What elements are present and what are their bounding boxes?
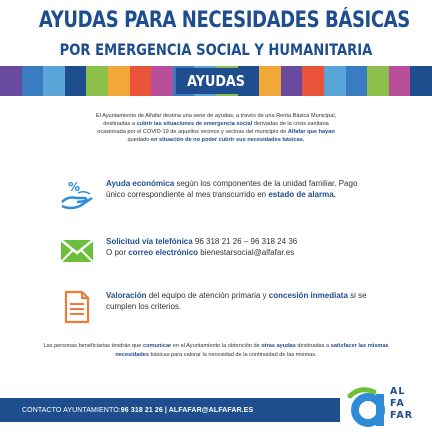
color-stripe <box>410 66 432 96</box>
outro-bold: otras ayudas <box>261 343 296 349</box>
banner-box <box>176 68 256 94</box>
item-bold: concesión inmediata <box>268 291 348 300</box>
item-text <box>106 236 376 258</box>
logo-line: AL <box>390 386 406 397</box>
outro-text: en el Ayuntamiento la obtención de <box>171 343 262 349</box>
outro-text: básicas para valorar la necesidad de la continuidad de las mismas. <box>148 351 317 358</box>
logo-line: FA <box>390 398 405 409</box>
svg-text:%: % <box>68 180 81 194</box>
color-stripe <box>389 66 411 96</box>
color-stripe <box>43 66 65 96</box>
logo-line: FAR <box>390 410 414 421</box>
color-stripe <box>151 66 173 96</box>
color-stripe <box>130 66 152 96</box>
intro-text: quedado <box>127 137 151 143</box>
intro-text: destinadas a <box>103 121 137 127</box>
logo-a-icon <box>344 384 388 428</box>
alfafar-logo <box>344 384 430 430</box>
item-bold: Ayuda económica <box>106 179 175 188</box>
item-rest: del equipo de atención primaria y <box>146 291 269 300</box>
color-stripe <box>302 66 324 96</box>
intro-paragraph <box>30 112 402 144</box>
outro-bold: satisfacer las mismas necesidades <box>115 343 389 358</box>
item-email: bienestarsocial@alfafar.es <box>198 248 295 257</box>
page-title: AYUDAS PARA NECESIDADES BÁSICAS <box>38 8 410 33</box>
color-stripe <box>281 66 303 96</box>
money-hand-icon <box>60 178 94 212</box>
item-rest: 96 318 21 26 – 96 318 24 36 <box>192 237 298 246</box>
item-bold: correo electrónico <box>128 248 199 257</box>
outro-paragraph <box>30 342 402 359</box>
logo-text <box>390 386 413 422</box>
intro-text: ocasionada por el COVID-19 de aquellos vecinos y vecinas del municipio de <box>97 129 288 135</box>
intro-bold: Alfafar que hayan <box>287 129 335 135</box>
color-stripe <box>346 66 368 96</box>
item-text <box>106 290 376 312</box>
page-subtitle: POR EMERGENCIA SOCIAL Y HUMANITARIA <box>59 40 373 59</box>
color-stripe <box>324 66 346 96</box>
outro-text: destinadas a <box>295 343 331 349</box>
color-stripe <box>65 66 87 96</box>
color-stripe <box>367 66 389 96</box>
list-item-economic-aid <box>60 178 400 218</box>
intro-text: derivadas de la crisis sanitaria <box>252 121 329 127</box>
item-bold: Valoración <box>106 291 147 300</box>
footer-contact[interactable]: 96 318 21 26 | ALFAFAR@ALFAFAR.ES <box>120 406 254 414</box>
color-stripe <box>86 66 108 96</box>
intro-bold: en situación de no poder cubrir sus necesidades básicas. <box>150 137 305 143</box>
list-item-request <box>60 236 400 270</box>
item-rest: O por <box>106 248 129 257</box>
footer-label: CONTACTO AYUNTAMIENTO: <box>22 406 121 414</box>
intro-text: El Ayuntamiento de Alfafar destina una serie de ayudas, a través de una Renta Básica Municipal, <box>95 113 337 119</box>
color-stripe <box>259 66 281 96</box>
outro-bold: comunicar <box>142 343 172 349</box>
item-text <box>106 178 376 200</box>
item-bold: estado de alarma. <box>268 190 336 199</box>
envelope-icon <box>60 236 94 270</box>
outro-text: Las personas beneficiarias tendrán que <box>43 343 143 349</box>
color-stripe <box>0 66 22 96</box>
document-icon <box>60 290 94 324</box>
item-rest: si se cumplen los criterios. <box>106 291 367 311</box>
intro-bold: cubrir las situaciones de emergencia social <box>136 121 253 127</box>
color-stripe <box>22 66 44 96</box>
banner <box>0 66 432 96</box>
contact-footer <box>0 398 340 422</box>
item-rest: según los componentes de la unidad familiar. Pago único correspondiente al mes transcurrido en <box>106 179 358 199</box>
list-item-valuation <box>60 290 400 326</box>
item-bold: Solicitud vía telefónica <box>106 237 193 246</box>
banner-label: AYUDAS <box>187 72 245 90</box>
color-stripe <box>108 66 130 96</box>
